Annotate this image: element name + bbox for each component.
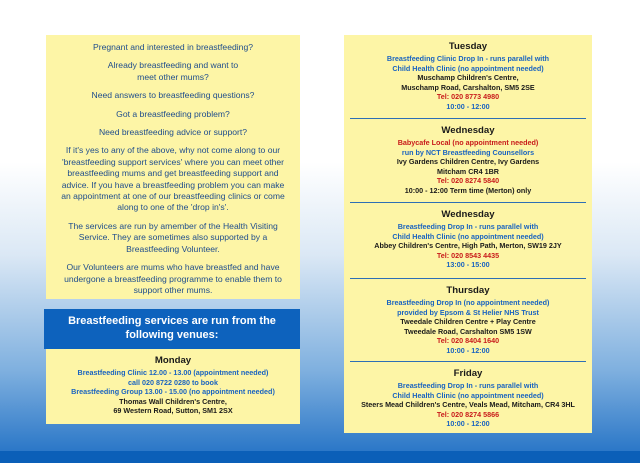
session-phone: Tel: 020 8773 4980 bbox=[436, 92, 500, 102]
venues-banner-line2: following venues: bbox=[125, 329, 219, 341]
session-friday bbox=[350, 361, 586, 429]
intro-question-already: Already breastfeeding and want to meet other mums? bbox=[107, 60, 239, 82]
session-wednesday-abbey bbox=[350, 202, 586, 278]
session-day: Wednesday bbox=[441, 209, 495, 220]
venues-banner-line1: Breastfeeding services are run from the bbox=[68, 315, 276, 327]
page-top-border bbox=[0, 0, 640, 14]
session-day: Tuesday bbox=[448, 41, 488, 52]
session-line: run by NCT Breastfeeding Counsellors bbox=[401, 147, 535, 157]
session-time: 10:00 - 12:00 bbox=[446, 345, 490, 355]
session-phone: Tel: 020 8274 5866 bbox=[436, 409, 500, 419]
venues-banner bbox=[44, 309, 300, 349]
session-line: Breastfeeding Drop In - runs parallel with bbox=[397, 381, 539, 390]
session-line: Breastfeeding Drop In (no appointment needed) bbox=[386, 298, 550, 307]
intro-question-answers: Need answers to breastfeeding questions? bbox=[91, 90, 255, 101]
session-line: Ivy Gardens Children Centre, Ivy Gardens bbox=[396, 157, 540, 167]
session-monday bbox=[46, 349, 300, 424]
session-day: Monday bbox=[154, 355, 192, 366]
session-line: call 020 8722 0280 to book bbox=[128, 377, 218, 387]
session-line: Tweedale Road, Carshalton SM5 1SW bbox=[404, 326, 532, 336]
session-day: Wednesday bbox=[441, 125, 495, 136]
session-line: 69 Western Road, Sutton, SM1 2SX bbox=[113, 406, 233, 416]
page-bottom-border bbox=[0, 451, 640, 463]
session-line: Muschamp Road, Carshalton, SM5 2SE bbox=[401, 82, 535, 92]
intro-panel bbox=[46, 35, 300, 299]
session-phone: Tel: 020 8404 1640 bbox=[436, 336, 500, 346]
session-line: Breastfeeding Group 13.00 - 15.00 (no appointment needed) bbox=[71, 387, 275, 397]
session-line: Abbey Children's Centre, High Path, Merton, SW19 2JY bbox=[374, 241, 562, 251]
schedule-panel bbox=[344, 35, 592, 433]
intro-description: If it's yes to any of the above, why not come along to our 'breastfeeding support services' where you can meet other breastfeeding mums and get breastfeeding support and advice. If you have a breastfeeding problem you can make an appointment at one of our breastfeeding clinics or come along to one of the 'drop in's'. bbox=[61, 145, 285, 213]
session-wednesday-babycafe bbox=[350, 118, 586, 202]
session-phone: Tel: 020 8274 5840 bbox=[436, 176, 500, 186]
session-line: Child Health Clinic (no appointment needed) bbox=[392, 231, 544, 241]
session-line: provided by Epsom & St Helier NHS Trust bbox=[397, 307, 539, 317]
session-time: 10:00 - 12:00 bbox=[446, 419, 490, 429]
session-line: Steers Mead Children's Centre, Veals Mead, Mitcham, CR4 3HL bbox=[361, 400, 575, 410]
session-time: 10:00 - 12:00 bbox=[446, 101, 490, 111]
intro-question-pregnant: Pregnant and interested in breastfeeding? bbox=[92, 42, 254, 52]
session-line: Tweedale Children Centre + Play Centre bbox=[400, 317, 536, 327]
session-thursday bbox=[350, 278, 586, 361]
session-time: 10:00 - 12:00 Term time (Merton) only bbox=[404, 185, 532, 195]
session-day: Thursday bbox=[446, 285, 490, 296]
intro-question-advice: Need breastfeeding advice or support? bbox=[98, 127, 248, 138]
session-tuesday bbox=[350, 35, 586, 118]
session-line: Breastfeeding Drop In - runs parallel with bbox=[397, 222, 539, 231]
session-line: Breastfeeding Clinic 12.00 - 13.00 (appointment needed) bbox=[77, 368, 269, 377]
intro-services-text: The services are run by amember of the Health Visiting Service. They are sometimes also supported by a Breastfeeding Volunteer. bbox=[68, 220, 278, 254]
intro-volunteers-text: Our Volunteers are mums who have breastfed and have undergone a breastfeeding programme to enable them to support other mums. bbox=[64, 262, 282, 295]
session-line: Babycafe Local (no appointment needed) bbox=[397, 138, 539, 147]
session-line: Child Health Clinic (no appointment needed) bbox=[392, 63, 544, 73]
session-line: Mitcham CR4 1BR bbox=[437, 166, 499, 176]
intro-question-problem: Got a breastfeeding problem? bbox=[116, 108, 230, 119]
session-day: Friday bbox=[453, 368, 483, 379]
session-time: 13:00 - 15:00 bbox=[446, 260, 490, 270]
session-phone: Tel: 020 8543 4435 bbox=[436, 250, 500, 260]
session-line: Breastfeeding Clinic Drop In - runs parallel with bbox=[386, 54, 550, 63]
session-line: Child Health Clinic (no appointment needed) bbox=[392, 390, 544, 400]
session-line: Thomas Wall Children's Centre, bbox=[119, 396, 227, 406]
session-line: Muschamp Children's Centre, bbox=[417, 73, 519, 83]
